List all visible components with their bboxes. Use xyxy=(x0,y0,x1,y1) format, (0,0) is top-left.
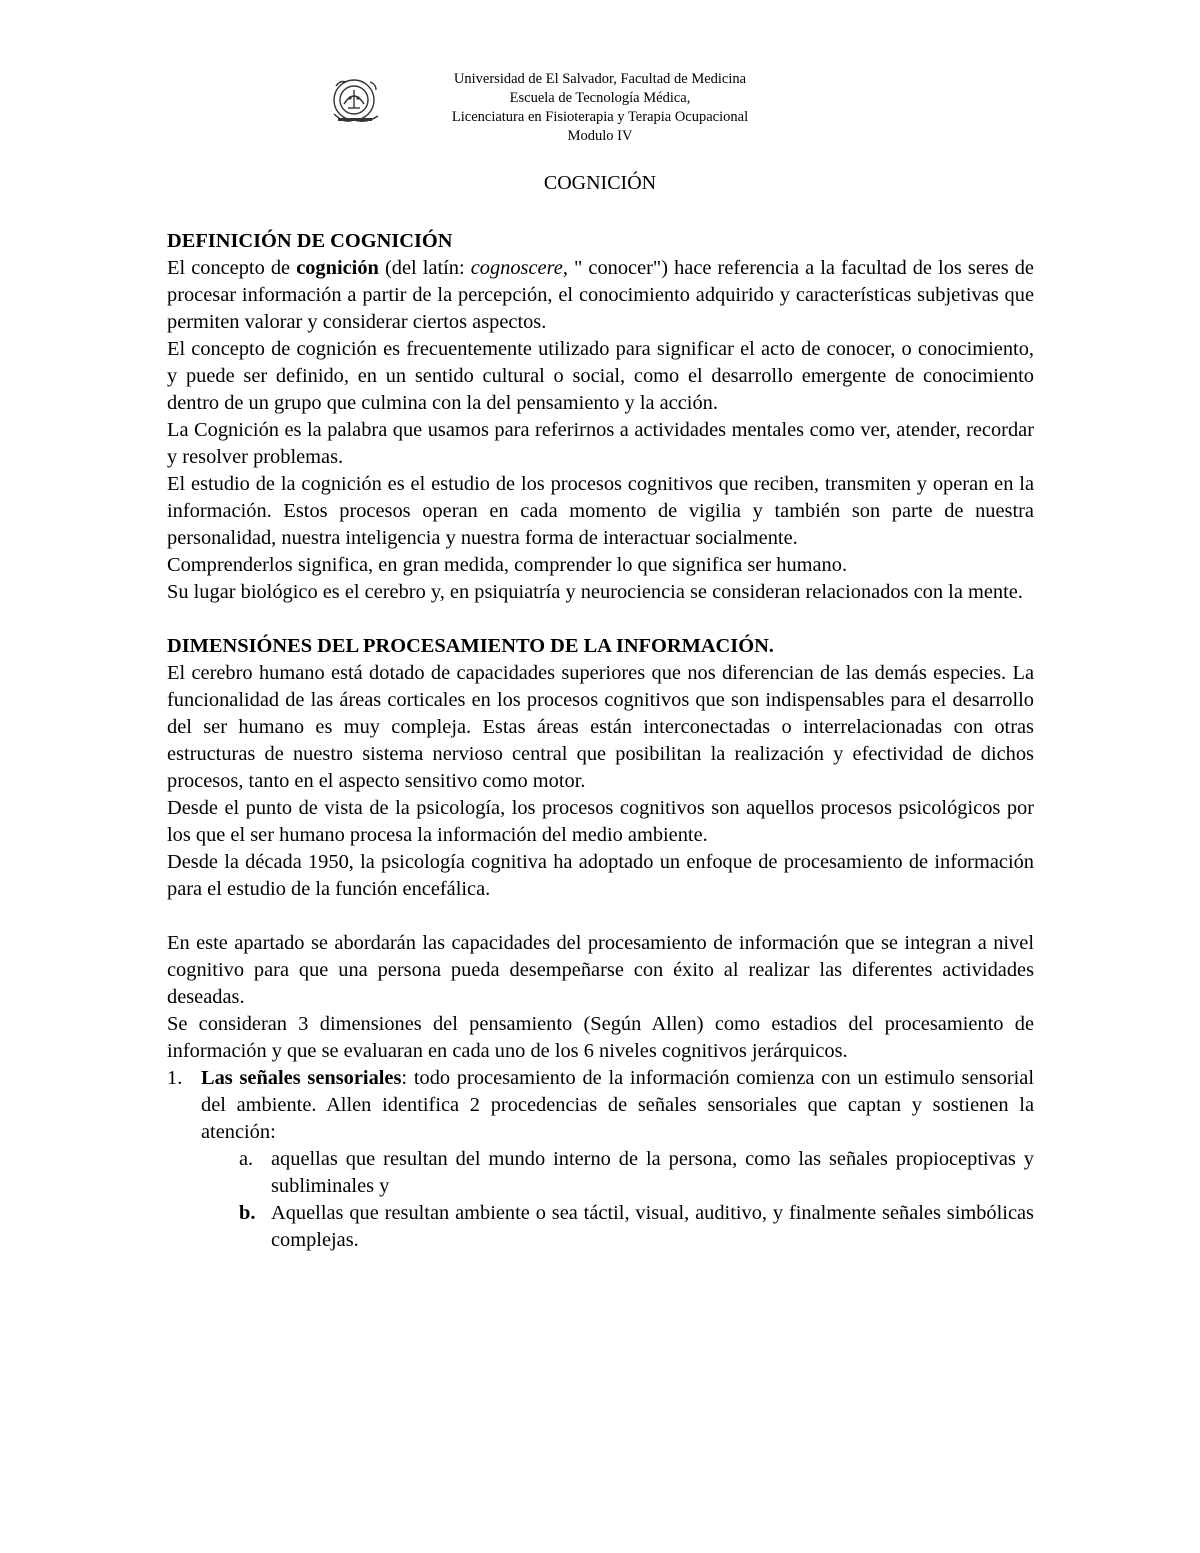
sub-list xyxy=(201,1146,1034,1254)
paragraph: El cerebro humano está dotado de capacidades superiores que nos diferencian de las demás especies. La funcionalidad de las áreas corticales en los procesos cognitivos que son indispensables para el desarrollo del ser humano es muy compleja. Estas áreas están interconectadas o interrelacionadas con otras estructuras de nuestro sistema nervioso central que posibilitan la realización y efectividad de dichos procesos, tanto en el aspecto sensitivo como motor. xyxy=(167,662,1034,792)
list-term: Las señales sensoriales xyxy=(201,1067,402,1089)
paragraph: El estudio de la cognición es el estudio de los procesos cognitivos que reciben, transmiten y operan en la información. Estos procesos operan en cada momento de vigilia y también son parte de nuestra personalidad, nuestra inteligencia y nuestra forma de interactuar socialmente. xyxy=(167,473,1034,549)
list-item: 1. Las señales sensoriales: todo procesamiento de la información comienza con un estimulo sensorial del ambiente. Allen identifica 2 procedencias de señales sensoriales que captan y sostienen la atención: a. aquellas que resultan del mundo interno de la persona, como las señales propioceptivas y subliminales y b. Aquellas que resultan ambiente o sea táctil, visual, auditivo, y finalmente señales simbólicas complejas. xyxy=(167,1065,1034,1254)
document-header xyxy=(330,70,870,150)
paragraph: En este apartado se abordarán las capacidades del procesamiento de información que se integran a nivel cognitivo para que una persona pueda desempeñarse con éxito al realizar las diferentes actividades deseadas. xyxy=(167,932,1034,1008)
sub-list-item: a. aquellas que resultan del mundo interno de la persona, como las señales propioceptivas y subliminales y xyxy=(239,1148,1034,1197)
paragraph: La Cognición es la palabra que usamos para referirnos a actividades mentales como ver, atender, recordar y resolver problemas. xyxy=(167,419,1034,468)
header-school: Escuela de Tecnología Médica, xyxy=(509,90,691,106)
paragraph: El concepto de cognición (del latín: cognoscere, " conocer") hace referencia a la facultad de los seres de procesar información a partir de la percepción, el conocimiento adquirido y características subjetivas que permiten valorar y considerar ciertos aspectos. xyxy=(167,257,1034,333)
paragraph: Desde la década 1950, la psicología cognitiva ha adoptado un enfoque de procesamiento de información para el estudio de la función encefálica. xyxy=(167,851,1034,900)
section-heading-dimensions: DIMENSIÓNES DEL PROCESAMIENTO DE LA INFORMACIÓN. xyxy=(167,635,774,657)
paragraph: Comprenderlos significa, en gran medida, comprender lo que significa ser humano. xyxy=(167,554,848,576)
bold-term: cognición xyxy=(296,257,379,279)
header-module: Modulo IV xyxy=(567,128,633,144)
paragraph: Desde el punto de vista de la psicología, los procesos cognitivos son aquellos procesos psicológicos por los que el ser humano procesa la información del medio ambiente. xyxy=(167,797,1034,846)
header-program: Licenciatura en Fisioterapia y Terapia Ocupacional xyxy=(451,109,749,125)
document-body xyxy=(167,228,1034,1254)
paragraph: Su lugar biológico es el cerebro y, en psiquiatría y neurociencia se consideran relacionados con la mente. xyxy=(167,581,1023,603)
header-text xyxy=(400,70,800,146)
document-title: COGNICIÓN xyxy=(543,172,657,194)
section-heading-definition: DEFINICIÓN DE COGNICIÓN xyxy=(167,230,453,252)
paragraph: El concepto de cognición es frecuentemente utilizado para significar el acto de conocer, o conocimiento, y puede ser definido, en un sentido cultural o social, como el desarrollo emergente de conocimiento dentro de un grupo que culmina con la del pensamiento y la acción. xyxy=(167,338,1034,414)
numbered-list xyxy=(167,1065,1034,1254)
header-university: Universidad de El Salvador, Facultad de Medicina xyxy=(453,71,747,87)
list-number: 1. xyxy=(167,1067,183,1089)
italic-term: cognoscere xyxy=(470,257,563,279)
sub-list-letter: a. xyxy=(239,1148,254,1170)
paragraph: Se consideran 3 dimensiones del pensamiento (Según Allen) como estadios del procesamiento de información y que se evaluaran en cada uno de los 6 niveles cognitivos jerárquicos. xyxy=(167,1013,1034,1062)
university-seal-icon xyxy=(330,74,382,128)
sub-list-item: b. Aquellas que resultan ambiente o sea táctil, visual, auditivo, y finalmente señales simbólicas complejas. xyxy=(239,1202,1034,1251)
sub-list-letter: b. xyxy=(239,1202,256,1224)
